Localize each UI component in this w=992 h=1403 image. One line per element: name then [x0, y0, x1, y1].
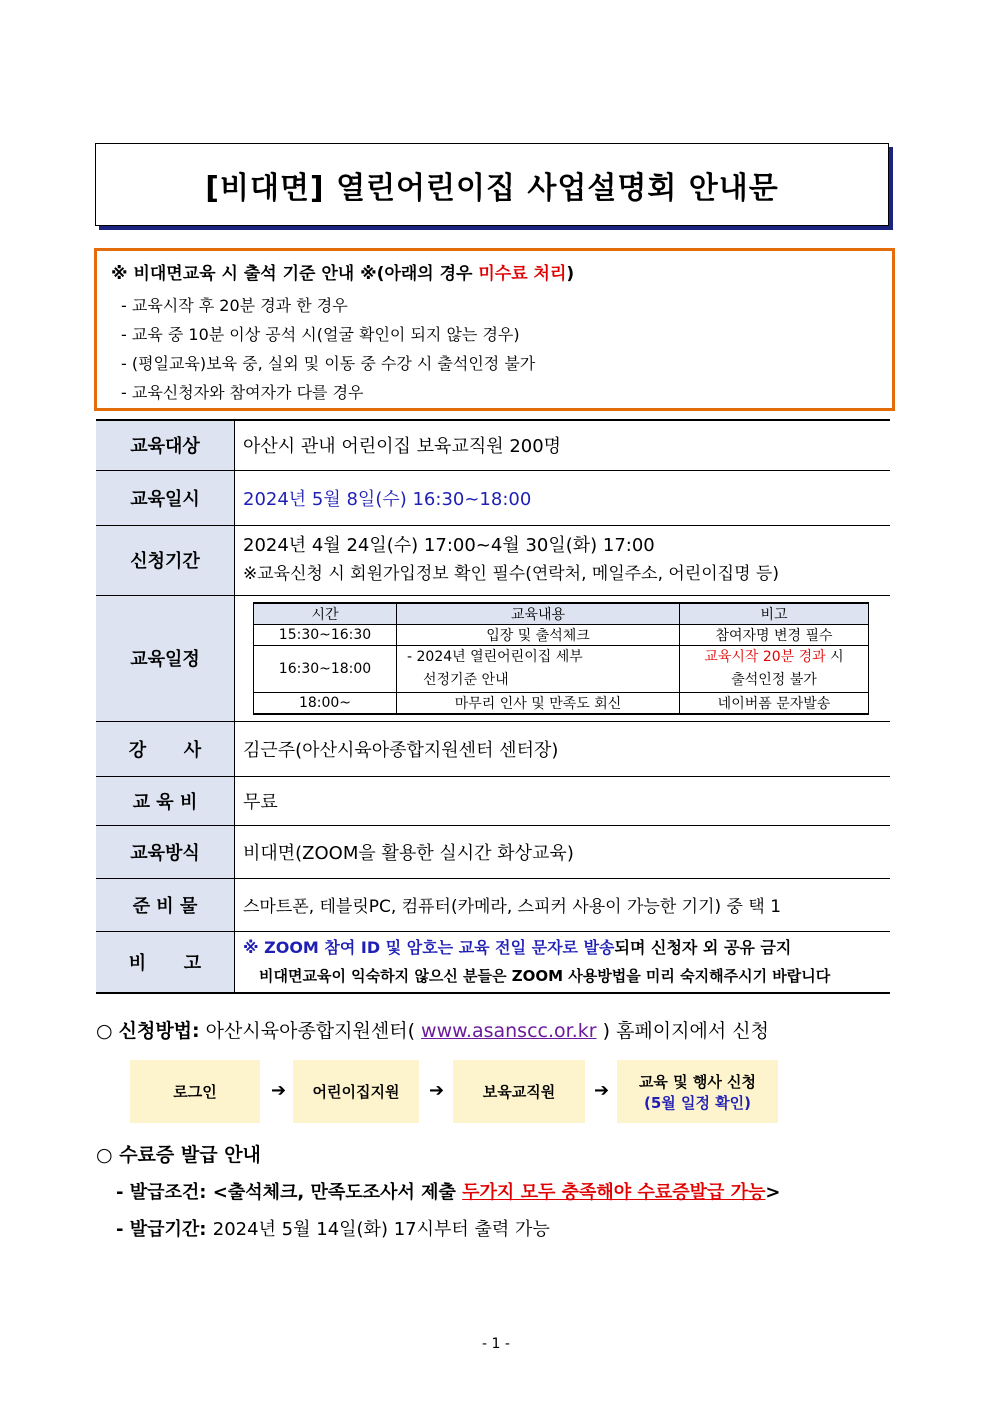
apply-bullet: ○ — [96, 1020, 119, 1042]
schedule-note-red: 교육시작 20분 경과 — [704, 648, 826, 665]
row-value — [235, 931, 891, 993]
cond-text: <출석체크, 만족도조사서 제출 — [212, 1182, 463, 1203]
row-prep — [96, 878, 890, 931]
attendance-notice — [94, 248, 895, 411]
schedule-note — [680, 645, 869, 692]
schedule-header: 교육내용 — [397, 603, 680, 625]
website-link[interactable]: www.asanscc.or.kr — [421, 1020, 597, 1042]
cond-red: 두가지 모두 충족해야 수료증발급 가능 — [462, 1182, 766, 1203]
notice-item: - 교육신청자와 참여자가 다를 경우 — [121, 383, 364, 402]
arrow-icon: ➔ — [594, 1080, 610, 1101]
row-schedule — [96, 595, 890, 721]
row-fee — [96, 776, 890, 825]
row-value: 김근주(아산시육아종합지원센터 센터장) — [235, 721, 891, 776]
row-label: 교육일시 — [96, 470, 235, 525]
notice-head-red: 미수료 처리 — [478, 264, 567, 284]
cert-heading: ○ 수료증 발급 안내 — [96, 1144, 261, 1166]
schedule-note-rest: 시 — [825, 648, 844, 665]
step-event-apply — [617, 1060, 778, 1123]
step-login: 로그인 — [130, 1060, 260, 1123]
row-value: 2024년 5월 8일(수) 16:30~18:00 — [235, 470, 891, 525]
step-staff: 보육교직원 — [453, 1060, 585, 1123]
row-value: 스마트폰, 테블릿PC, 컴퓨터(카메라, 스피커 사용이 가능한 기기) 중 택 1 — [235, 878, 891, 931]
schedule-content-line: 선정기준 안내 — [423, 671, 509, 688]
schedule-content — [397, 645, 680, 692]
schedule-time: 18:00~ — [254, 692, 397, 714]
row-value — [235, 525, 891, 595]
info-table — [96, 419, 890, 994]
schedule-header: 비고 — [680, 603, 869, 625]
notice-heading — [111, 261, 892, 291]
apply-label: 신청방법: — [118, 1020, 200, 1042]
step-sub: (5월 일정 확인) — [643, 1093, 752, 1112]
step-label: 교육 및 행사 신청 — [638, 1072, 757, 1091]
remark-rest: 되며 신청자 외 공유 금지 — [614, 937, 792, 957]
schedule-row — [254, 692, 869, 714]
schedule-row — [254, 645, 869, 692]
row-label: 준 비 물 — [96, 878, 235, 931]
period-text: 2024년 5월 14일(화) 17시부터 출력 가능 — [212, 1219, 550, 1240]
period-label: - 발급기간: — [116, 1219, 213, 1240]
row-value: 무료 — [235, 776, 891, 825]
schedule-content: 마무리 인사 및 만족도 회신 — [397, 692, 680, 714]
schedule-content: 입장 및 출석체크 — [397, 624, 680, 645]
row-label: 교육일정 — [96, 595, 235, 721]
row-label: 비 고 — [96, 931, 235, 993]
row-lecturer — [96, 721, 890, 776]
page-title: [비대면] 열린어린이집 사업설명회 안내문 — [205, 170, 779, 206]
row-method — [96, 825, 890, 878]
arrow-icon: ➔ — [271, 1080, 287, 1101]
remark-blue: ※ ZOOM 참여 ID 및 암호는 교육 전일 문자로 발송 — [243, 937, 615, 957]
row-label: 교육대상 — [96, 420, 235, 470]
row-label: 교육방식 — [96, 825, 235, 878]
notice-item: - 교육시작 후 20분 경과 한 경우 — [121, 296, 348, 315]
notice-item: - 교육 중 10분 이상 공석 시(얼굴 확인이 되지 않는 경우) — [121, 325, 520, 344]
cert-period — [116, 1215, 550, 1241]
step-daycare-support: 어린이집지원 — [293, 1060, 419, 1123]
row-label: 강 사 — [96, 721, 235, 776]
row-value: 비대면(ZOOM을 활용한 실시간 화상교육) — [235, 825, 891, 878]
apply-text: ) 홈페이지에서 신청 — [596, 1020, 769, 1042]
page-number: - 1 - — [482, 1336, 510, 1352]
title-box — [95, 143, 889, 226]
row-date — [96, 470, 890, 525]
notice-item: - (평일교육)보육 중, 실외 및 이동 중 수강 시 출석인정 불가 — [121, 354, 536, 373]
schedule-time: 15:30~16:30 — [254, 624, 397, 645]
row-value: 아산시 관내 어린이집 보육교직원 200명 — [235, 420, 891, 470]
row-target — [96, 420, 890, 470]
schedule-content-line: - 2024년 열린어린이집 세부 — [407, 648, 583, 665]
notice-head-end: ) — [566, 264, 575, 284]
cert-condition — [116, 1178, 781, 1204]
schedule-note: 네이버폼 문자발송 — [680, 692, 869, 714]
cond-label: - 발급조건: — [116, 1182, 213, 1203]
apply-text: 아산시육아종합지원센터( — [199, 1020, 422, 1042]
row-label: 교 육 비 — [96, 776, 235, 825]
schedule-note-line: 출석인정 불가 — [731, 671, 817, 688]
cond-end: > — [765, 1182, 781, 1203]
period-note: ※교육신청 시 회원가입정보 확인 필수(연락처, 메일주소, 어린이집명 등) — [243, 564, 779, 584]
row-remark — [96, 931, 890, 993]
schedule-note: 참여자명 변경 필수 — [680, 624, 869, 645]
schedule-header: 시간 — [254, 603, 397, 625]
row-label: 신청기간 — [96, 525, 235, 595]
arrow-icon: ➔ — [429, 1080, 445, 1101]
remark-line2: 비대면교육이 익숙하지 않으신 분들은 ZOOM 사용방법을 미리 숙지해주시기 바랍니다 — [259, 966, 831, 985]
schedule-table — [253, 602, 869, 715]
schedule-cell — [235, 595, 891, 721]
schedule-row — [254, 624, 869, 645]
schedule-time: 16:30~18:00 — [254, 645, 397, 692]
period-line: 2024년 4월 24일(수) 17:00~4월 30일(화) 17:00 — [243, 535, 655, 556]
apply-method — [96, 1016, 769, 1043]
row-period — [96, 525, 890, 595]
notice-head-text: ※ 비대면교육 시 출석 기준 안내 ※(아래의 경우 — [111, 264, 479, 284]
